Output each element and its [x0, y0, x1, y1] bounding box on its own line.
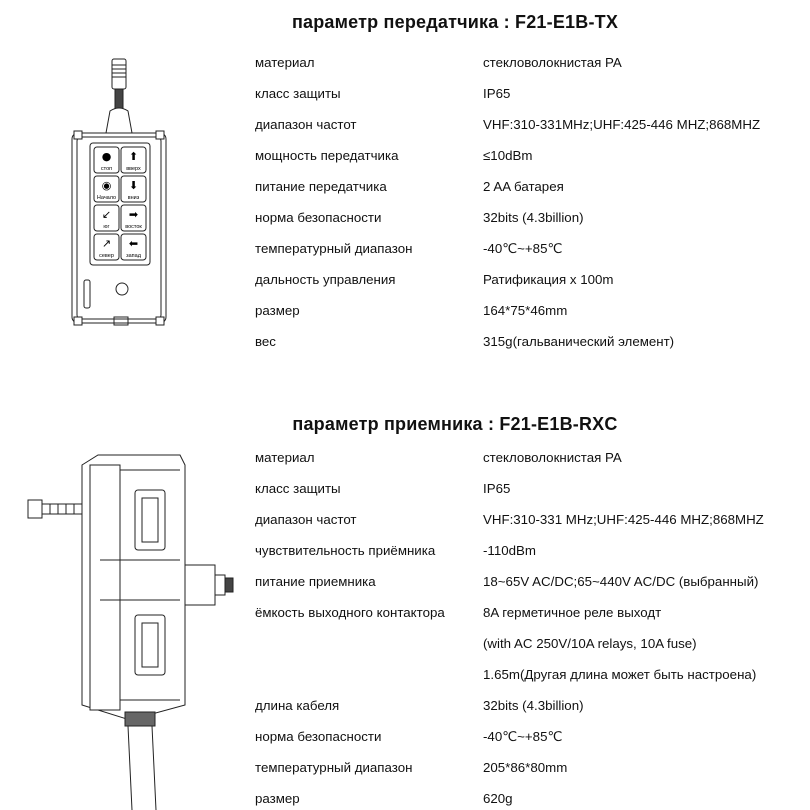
key-label: запад	[126, 253, 141, 259]
spec-label: питание приемника	[255, 574, 376, 589]
spec-value: 620g	[483, 791, 513, 806]
spec-value: 32bits (4.3billion)	[483, 210, 584, 225]
spec-label: вес	[255, 334, 276, 349]
spec-label: длина кабеля	[255, 698, 340, 713]
spec-value: -40℃~+85℃	[483, 241, 563, 256]
receiver-drawing	[20, 450, 250, 810]
spec-label: температурный диапазон	[255, 241, 413, 256]
spec-value: 8A герметичное реле выходт	[483, 605, 662, 620]
spec-value: 315g(гальванический элемент)	[483, 334, 675, 349]
spec-value: стекловолокнистая PA	[483, 450, 622, 465]
spec-value: (with AC 250V/10A relays, 10A fuse)	[483, 636, 697, 651]
spec-value: -40℃~+85℃	[483, 729, 563, 744]
spec-value: 2 AA батарея	[483, 179, 564, 194]
transmitter-key	[94, 147, 119, 173]
arrow-down-left-icon: ↙	[101, 208, 112, 221]
arrow-left-icon: ⬅	[128, 237, 139, 250]
spec-label: размер	[255, 303, 300, 318]
transmitter-key	[94, 205, 119, 231]
transmitter-key	[94, 234, 119, 260]
spec-value: 18~65V AC/DC;65~440V AC/DC (выбранный)	[483, 574, 759, 589]
receiver-title: параметр приемника : F21-E1B-RXC	[292, 414, 618, 434]
transmitter-key	[121, 176, 146, 202]
spec-label: материал	[255, 55, 315, 70]
key-label: север	[99, 253, 114, 259]
key-label: вверх	[126, 166, 141, 172]
spec-value: -110dBm	[483, 543, 536, 558]
spec-value: ≤10dBm	[483, 148, 533, 163]
spec-label: норма безопасности	[255, 729, 382, 744]
spec-value: IP65	[483, 481, 511, 496]
spec-value: 1.65m(Другая длина может быть настроена)	[483, 667, 757, 682]
spec-label: ёмкость выходного контактора	[255, 605, 445, 620]
spec-label: класс защиты	[255, 481, 341, 496]
spec-label: температурный диапазон	[255, 760, 413, 775]
spec-label: дальность управления	[255, 272, 396, 287]
spec-value: VHF:310-331MHz;UHF:425-446 MHZ;868MHZ	[483, 117, 761, 132]
key-label: юг	[103, 224, 110, 230]
spec-label: питание передатчика	[255, 179, 387, 194]
spec-value: Ратификация x 100m	[483, 272, 614, 287]
spec-label: мощность передатчика	[255, 148, 399, 163]
stop-icon: ●	[101, 150, 112, 163]
spec-label: диапазон частот	[255, 117, 357, 132]
spec-label: класс защиты	[255, 86, 341, 101]
spec-label: чувствительность приёмника	[255, 543, 436, 558]
spec-value: 164*75*46mm	[483, 303, 568, 318]
spec-value: 32bits (4.3billion)	[483, 698, 584, 713]
spec-value: VHF:310-331 MHz;UHF:425-446 MHZ;868MHZ	[483, 512, 764, 527]
transmitter-key	[94, 176, 119, 202]
key-label: восток	[125, 224, 142, 230]
spec-value: стекловолокнистая PA	[483, 55, 622, 70]
arrow-down-icon: ⬇	[128, 179, 139, 192]
key-label: стоп	[100, 166, 113, 172]
transmitter-key	[121, 147, 146, 173]
key-label: вниз	[127, 195, 140, 201]
transmitter-key	[121, 205, 146, 231]
transmitter-title: параметр передатчика : F21-E1B-TX	[291, 12, 619, 32]
spec-label: материал	[255, 450, 315, 465]
spec-label: размер	[255, 791, 300, 806]
arrow-up-icon: ⬆	[128, 150, 139, 163]
logo-icon: ◉	[101, 179, 112, 192]
spec-value: IP65	[483, 86, 511, 101]
arrow-up-right-icon: ↗	[101, 237, 112, 250]
key-label: Начало	[96, 195, 117, 201]
arrow-right-icon: ➡	[128, 208, 139, 221]
spec-value: 205*86*80mm	[483, 760, 568, 775]
transmitter-key	[121, 234, 146, 260]
spec-label: норма безопасности	[255, 210, 382, 225]
spec-label: диапазон частот	[255, 512, 357, 527]
transmitter-drawing	[60, 55, 200, 335]
